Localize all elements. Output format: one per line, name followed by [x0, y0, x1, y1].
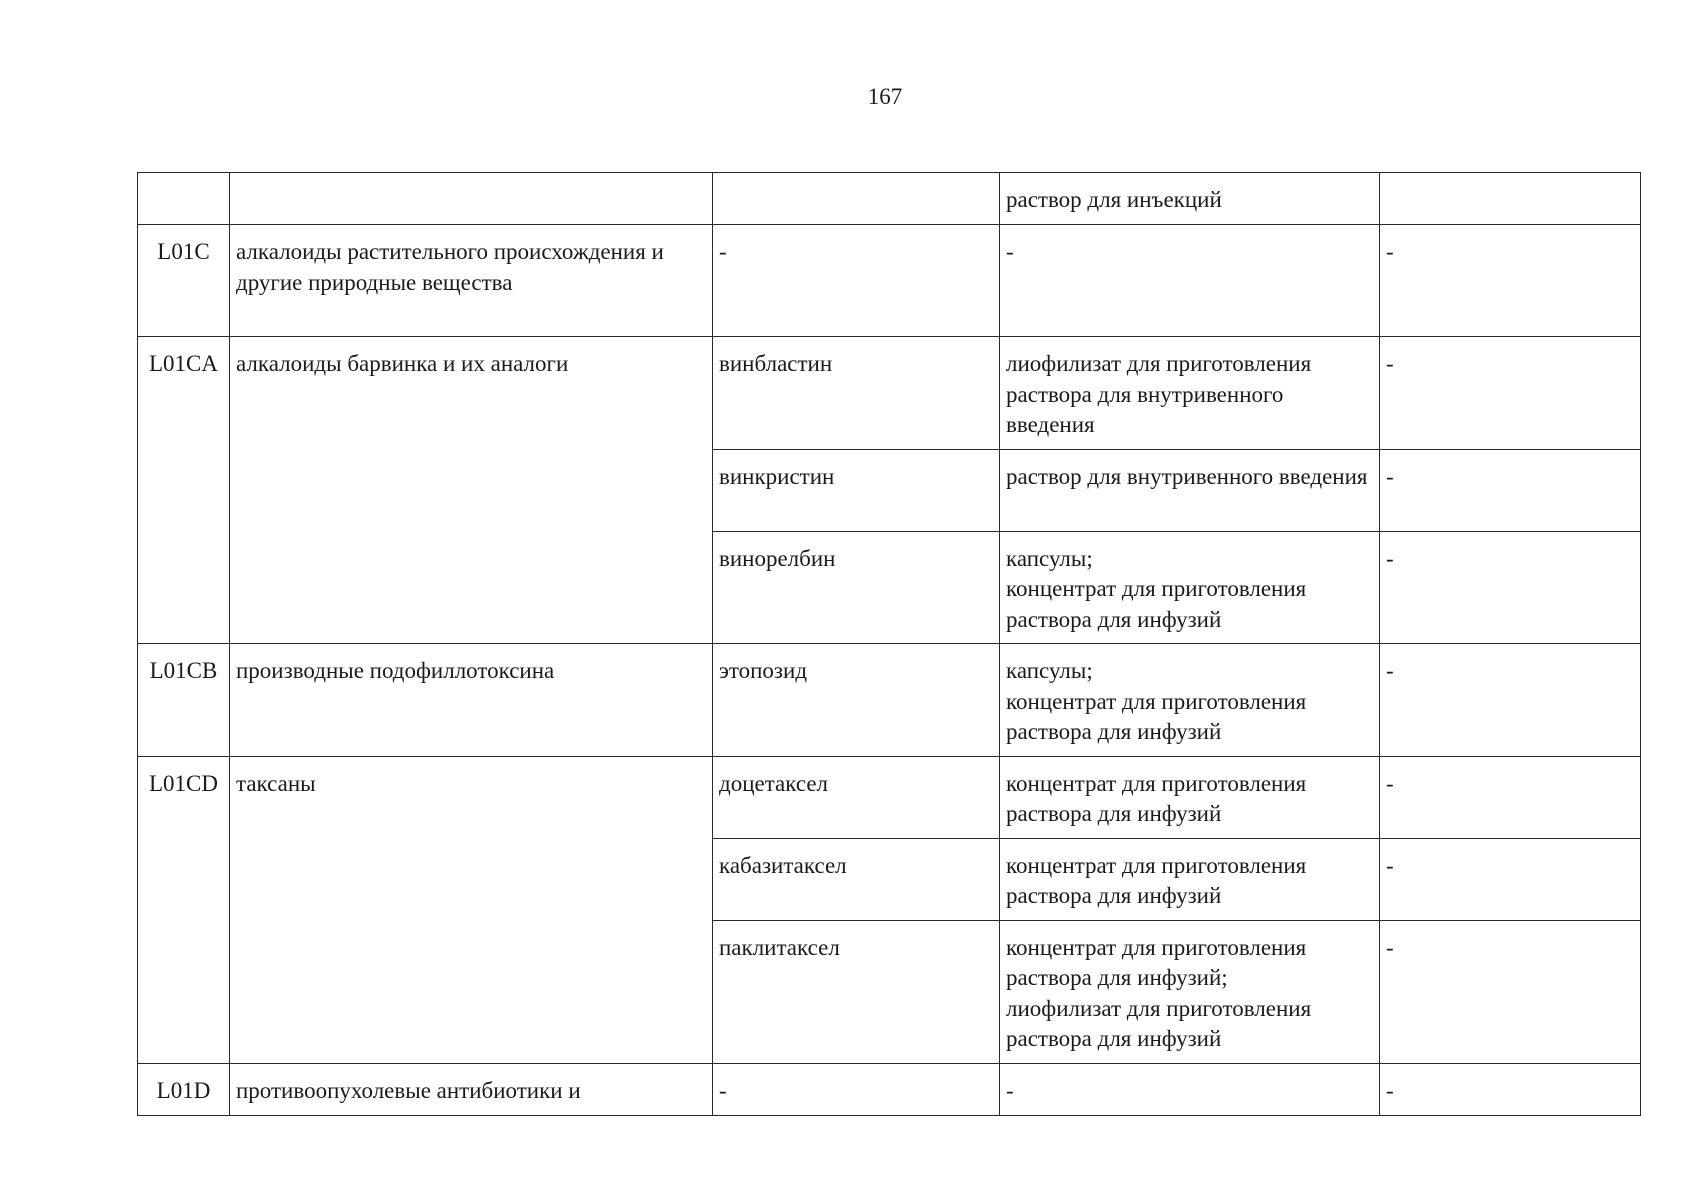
- note-cell: -: [1380, 644, 1641, 757]
- note-cell: -: [1380, 756, 1641, 838]
- dosage-form-line: капсулы;: [1006, 545, 1093, 571]
- group-name-cell: алкалоиды растительного происхождения и другие природные вещества: [230, 225, 713, 337]
- drug-name-cell: доцетаксел: [713, 756, 1000, 838]
- dosage-form-line: концентрат для приготовления раствора для инфузий: [1006, 852, 1307, 908]
- medicines-table: [137, 172, 1641, 1116]
- note-cell: [1380, 173, 1641, 225]
- note-cell: -: [1380, 337, 1641, 450]
- dosage-form-line: концентрат для приготовления раствора для инфузий: [1006, 576, 1307, 632]
- table-row: [138, 225, 1641, 337]
- atc-code-cell: [138, 173, 230, 225]
- atc-code-cell: L01D: [138, 1063, 230, 1115]
- drug-name-cell: винкристин: [713, 449, 1000, 531]
- note-cell: -: [1380, 920, 1641, 1063]
- table-row: [138, 173, 1641, 225]
- group-name-cell: противоопухолевые антибиотики и: [230, 1063, 713, 1115]
- dosage-form-cell: [1000, 644, 1380, 757]
- atc-code-cell: L01CD: [138, 756, 230, 1063]
- note-cell: -: [1380, 225, 1641, 337]
- dosage-form-line: капсулы;: [1006, 658, 1093, 683]
- note-cell: -: [1380, 531, 1641, 644]
- drug-name-cell: кабазитаксел: [713, 838, 1000, 920]
- dosage-form-line: -: [1006, 239, 1014, 264]
- dosage-form-line: лиофилизат для приготовления раствора для внутривенного введения: [1006, 351, 1312, 437]
- drug-name-cell: этопозид: [713, 644, 1000, 757]
- dosage-form-line: раствор для инъекций: [1006, 187, 1222, 212]
- dosage-form-line: раствор для внутривенного введения: [1006, 463, 1368, 489]
- drug-name-cell: -: [713, 1063, 1000, 1115]
- dosage-form-cell: [1000, 838, 1380, 920]
- note-cell: -: [1380, 838, 1641, 920]
- drug-name-cell: винорелбин: [713, 531, 1000, 644]
- table-row: [138, 1063, 1641, 1115]
- page-number: 167: [867, 84, 903, 109]
- dosage-form-cell: [1000, 337, 1380, 450]
- dosage-form-cell: [1000, 531, 1380, 644]
- atc-code-cell: L01CA: [138, 337, 230, 644]
- atc-code-cell: L01CB: [138, 644, 230, 757]
- atc-code-cell: L01C: [138, 225, 230, 337]
- group-name-cell: производные подофиллотоксина: [230, 644, 713, 757]
- group-name-cell: [230, 173, 713, 225]
- drug-name-cell: -: [713, 225, 1000, 337]
- table-row: [138, 756, 1641, 838]
- dosage-form-line: концентрат для приготовления раствора для инфузий: [1006, 770, 1307, 826]
- table-row: [138, 337, 1641, 450]
- group-name-cell: алкалоиды барвинка и их аналоги: [230, 337, 713, 644]
- note-cell: -: [1380, 1063, 1641, 1115]
- dosage-form-cell: [1000, 449, 1380, 531]
- dosage-form-cell: [1000, 920, 1380, 1063]
- dosage-form-cell: [1000, 225, 1380, 337]
- dosage-form-line: лиофилизат для приготовления раствора для инфузий: [1006, 995, 1312, 1051]
- dosage-form-cell: [1000, 756, 1380, 838]
- group-name-cell: таксаны: [230, 756, 713, 1063]
- drug-name-cell: винбластин: [713, 337, 1000, 450]
- drug-name-cell: [713, 173, 1000, 225]
- dosage-form-line: -: [1006, 1077, 1014, 1103]
- dosage-form-line: концентрат для приготовления раствора для инфузий: [1006, 688, 1307, 744]
- dosage-form-line: концентрат для приготовления раствора для инфузий;: [1006, 934, 1307, 990]
- table-row: [138, 644, 1641, 757]
- dosage-form-cell: [1000, 1063, 1380, 1115]
- dosage-form-cell: [1000, 173, 1380, 225]
- note-cell: -: [1380, 449, 1641, 531]
- drug-name-cell: паклитаксел: [713, 920, 1000, 1063]
